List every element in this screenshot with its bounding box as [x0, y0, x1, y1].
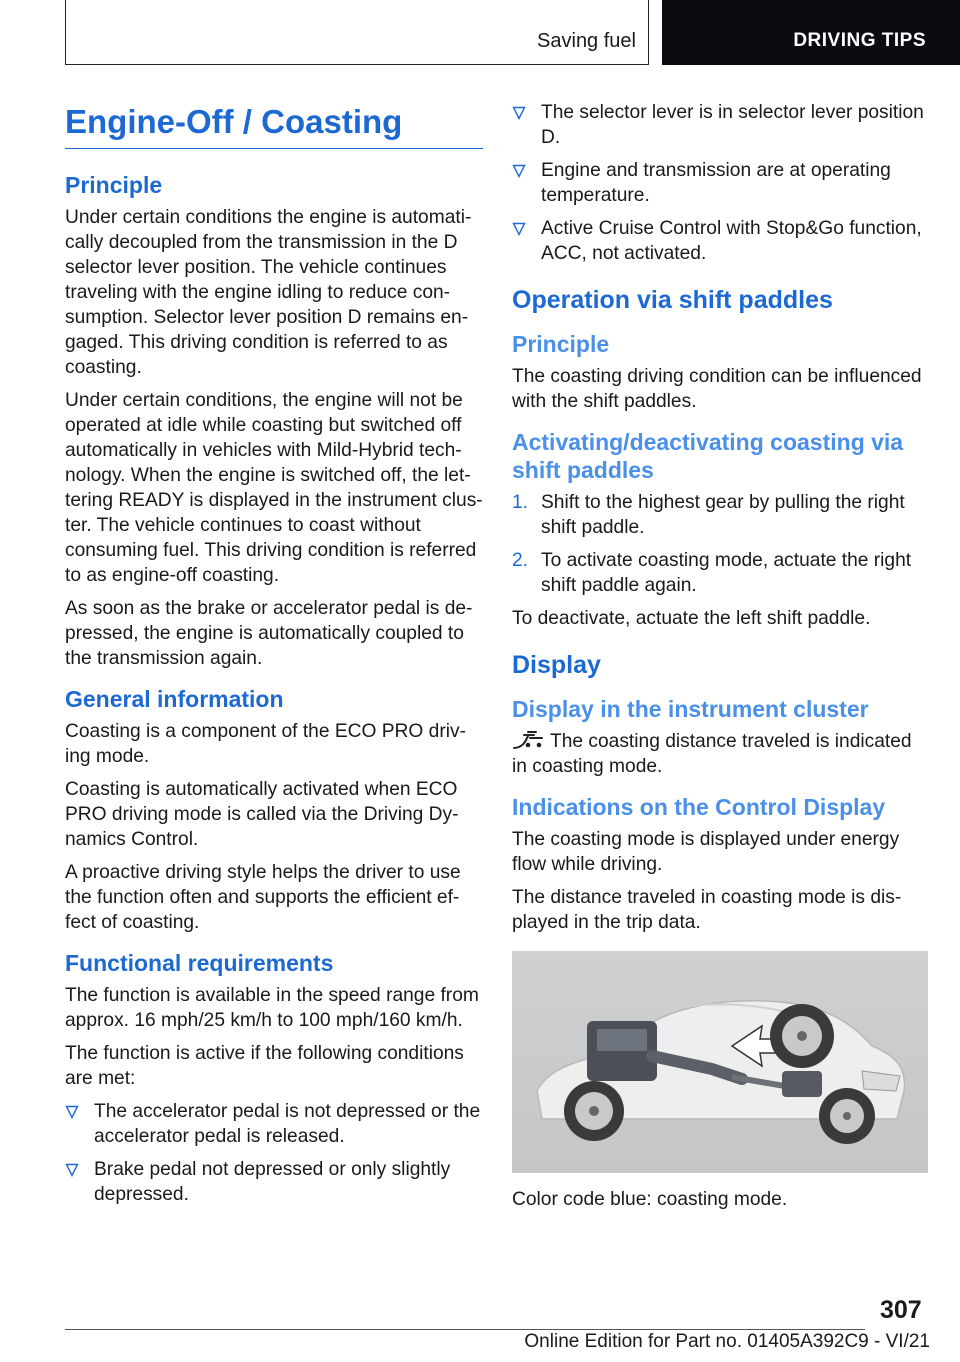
list-item — [512, 100, 930, 150]
coasting-icon — [512, 729, 546, 751]
left-column — [65, 100, 483, 1215]
condition-text: The selector lever is in selector lever position D. — [541, 102, 924, 148]
triangle-bullet-icon — [65, 1105, 79, 1119]
principle-paragraph-2: Under certain conditions, the engine will not be operated at idle while coasting but switched off automatically in vehicles with Mild-Hybrid tech-nology. When the engine is switched off, the let-tering READY is displayed in the instrument clus-ter. The vehicle continues to coast without consuming fuel. This driving condition is referred to as engine-off coasting. — [65, 390, 483, 586]
triangle-bullet-icon — [512, 164, 526, 178]
control-display-heading: Indications on the Control Display — [512, 794, 886, 820]
instrument-cluster-heading: Display in the instrument cluster — [512, 696, 869, 722]
header-border-bottom — [65, 64, 648, 65]
condition-text: Engine and transmission are at operating temperature. — [541, 160, 891, 206]
deactivate-paragraph: To deactivate, actuate the left shift paddle. — [512, 608, 871, 629]
functional-paragraph-2: The function is active if the following conditions are met: — [65, 1043, 464, 1089]
list-item — [65, 1157, 483, 1207]
general-paragraph-3: A proactive driving style helps the driver to use the function often and supports the efficient ef-fect of coasting. — [65, 862, 461, 933]
triangle-bullet-icon — [65, 1163, 79, 1177]
header-section-title: Saving fuel — [537, 30, 636, 52]
header-border-divider — [648, 0, 649, 65]
general-paragraph-2: Coasting is automatically activated when ECO PRO driving mode is called via the Driving Dy-namics Control. — [65, 779, 459, 850]
car-illustration-icon — [512, 951, 928, 1173]
functional-paragraph-1: The function is available in the speed range from approx. 16 mph/25 km/h to 100 mph/160 km/h. — [65, 985, 479, 1031]
conditions-list-left — [65, 1099, 483, 1207]
operation-principle-heading: Principle — [512, 331, 610, 357]
list-item — [512, 548, 930, 598]
page-number: 307 — [880, 1296, 922, 1324]
footer-rule — [65, 1329, 865, 1330]
list-item — [512, 490, 930, 540]
figure-caption: Color code blue: coasting mode. — [512, 1189, 788, 1210]
activating-heading: Activating/deactivating coasting via shift paddles — [512, 429, 904, 483]
principle-paragraph-3: As soon as the brake or accelerator pedal is de-pressed, the engine is automatically coupled to the transmission again. — [65, 598, 473, 669]
step-text: To activate coasting mode, actuate the right shift paddle again. — [541, 550, 912, 596]
condition-text: Brake pedal not depressed or only slightly depressed. — [94, 1159, 451, 1205]
step-number: 1. — [512, 492, 529, 513]
principle-heading: Principle — [65, 172, 163, 198]
header-border-left — [65, 0, 66, 64]
steps-list — [512, 490, 930, 598]
header-chapter-label: DRIVING TIPS — [793, 30, 926, 51]
principle-paragraph-1: Under certain conditions the engine is automati-cally decoupled from the transmission in the D selector lever position. The vehicle continues traveling with the engine idling to reduce con-sumption. Selector lever position D remains en-gaged. This driving condition is referred to as coasting. — [65, 207, 472, 378]
condition-text: The accelerator pedal is not depressed or the accelerator pedal is released. — [94, 1101, 481, 1147]
right-column — [512, 100, 930, 1220]
step-number: 2. — [512, 550, 529, 571]
step-text: Shift to the highest gear by pulling the right shift paddle. — [541, 492, 905, 538]
list-item — [512, 216, 930, 266]
conditions-list-right — [512, 100, 930, 266]
triangle-bullet-icon — [512, 222, 526, 236]
page-title: Engine-Off / Coasting — [65, 100, 483, 149]
instrument-cluster-paragraph — [512, 729, 930, 779]
control-display-paragraph-1: The coasting mode is displayed under energy flow while driving. — [512, 829, 900, 875]
general-paragraph-1: Coasting is a component of the ECO PRO driv-ing mode. — [65, 721, 466, 767]
display-heading: Display — [512, 651, 601, 679]
operation-principle-paragraph: The coasting driving condition can be influenced with the shift paddles. — [512, 366, 922, 412]
general-information-heading: General information — [65, 686, 284, 712]
triangle-bullet-icon — [512, 106, 526, 120]
control-display-paragraph-2: The distance traveled in coasting mode is dis-played in the trip data. — [512, 887, 902, 933]
list-item — [65, 1099, 483, 1149]
condition-text: Active Cruise Control with Stop&Go function, ACC, not activated. — [541, 218, 922, 264]
footer-edition: Online Edition for Part no. 01405A392C9 - VI/21 — [524, 1331, 930, 1352]
header-chapter-tab — [662, 0, 960, 65]
instrument-cluster-text: The coasting distance traveled is indicated in coasting mode. — [512, 731, 912, 777]
functional-requirements-heading: Functional requirements — [65, 950, 334, 976]
list-item — [512, 158, 930, 208]
car-drivetrain-figure — [512, 951, 928, 1173]
operation-heading: Operation via shift paddles — [512, 286, 833, 314]
